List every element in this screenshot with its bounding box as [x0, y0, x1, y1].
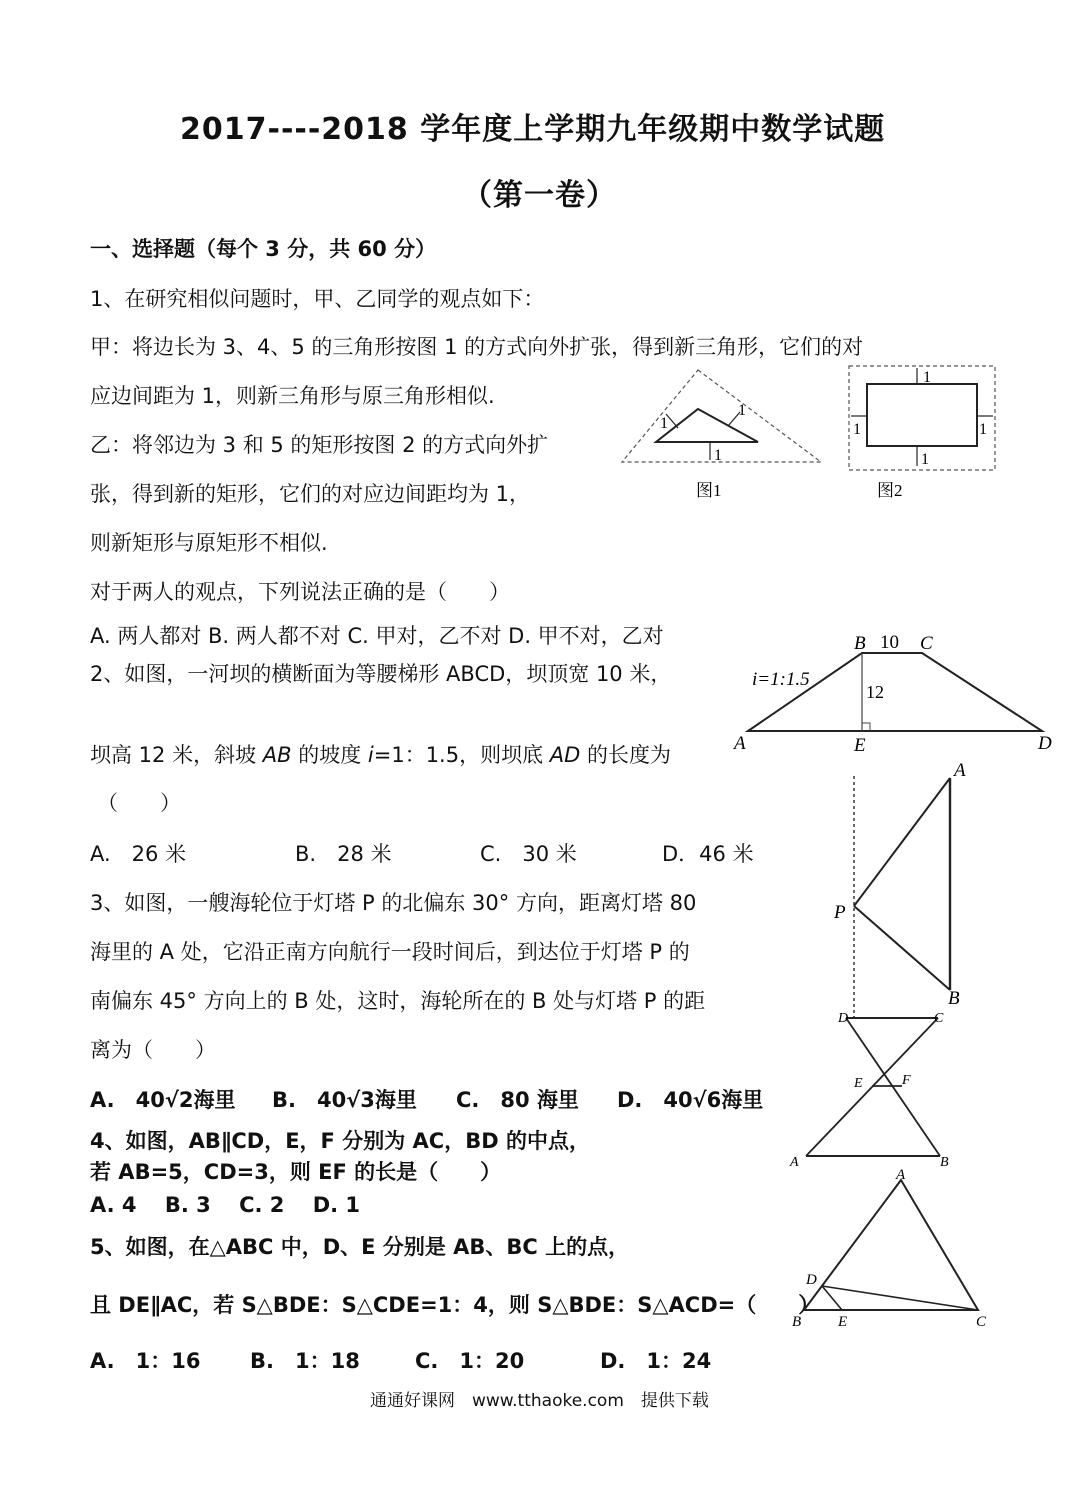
q3-line3: 南偏东 45° 方向上的 B 处，这时，海轮所在的 B 处与灯塔 P 的距 [90, 989, 706, 1013]
q3-label-B: B [948, 988, 960, 1009]
q2-text: 的坡度 [291, 743, 368, 767]
q2-option-d: D．46 米 [662, 842, 754, 866]
q2-label-top: 10 [880, 632, 899, 653]
section-heading: 一、选择题（每个 3 分，共 60 分） [90, 237, 437, 261]
q2-text: 的长度为 [580, 743, 671, 767]
q4-line1: 4、如图，AB∥CD，E，F 分别为 AC，BD 的中点， [90, 1129, 590, 1153]
q5-label-D: D [806, 1272, 817, 1288]
q3-figure [828, 758, 978, 1020]
fig1-label-right: 1 [738, 402, 746, 419]
q1-yi-line1: 乙：将邻边为 3 和 5 的矩形按图 2 的方式向外扩 [90, 433, 549, 457]
q2-label-height: 12 [866, 682, 884, 702]
q1-figure-2 [845, 362, 1000, 502]
q4-label-E: E [854, 1076, 863, 1091]
q3-label-P: P [834, 902, 846, 923]
q1-jia-line1: 甲：将边长为 3、4、5 的三角形按图 1 的方式向外扩张，得到新三角形，它们的对 [90, 335, 864, 359]
q2-label-slope: i=1:1.5 [752, 669, 810, 690]
q4-line2: 若 AB=5，CD=3，则 EF 的长是（ ） [90, 1160, 502, 1184]
q1-stem: 1、在研究相似问题时，甲、乙同学的观点如下： [90, 287, 545, 311]
q2-label-A: A [734, 733, 746, 754]
q2-paren: （ ） [97, 791, 181, 815]
q2-option-c: C. 30 米 [480, 842, 577, 866]
q4-figure [786, 1006, 956, 1172]
q2-text: =1：1.5，则坝底 [373, 743, 550, 767]
q2-i: i [367, 743, 374, 767]
q2-line1: 2、如图，一河坝的横断面为等腰梯形 ABCD，坝顶宽 10 米， [90, 662, 672, 686]
fig2-caption: 图2 [877, 481, 903, 500]
fig2-label-bottom: 1 [921, 451, 929, 468]
fig1-caption: 图1 [696, 481, 722, 500]
q4-options: A. 4 B. 3 C. 2 D. 1 [90, 1193, 361, 1217]
fig2-label-top: 1 [923, 369, 931, 386]
q2-option-b: B. 28 米 [295, 842, 392, 866]
q4-label-D: D [838, 1011, 849, 1026]
q5-label-B: B [792, 1314, 802, 1330]
q4-label-F: F [902, 1073, 911, 1088]
q2-label-B: B [854, 633, 866, 654]
q1-yi-line3: 则新矩形与原矩形不相似. [90, 531, 328, 555]
q4-label-C: C [934, 1011, 944, 1026]
q1-jia-line2: 应边间距为 1，则新三角形与原三角形相似. [90, 384, 495, 408]
footer-text: 通通好课网 www.tthaoke.com 提供下载 [370, 1391, 709, 1411]
q3-label-A: A [954, 760, 966, 781]
fig1-label-left: 1 [660, 415, 668, 432]
q5-figure [786, 1164, 996, 1334]
q1-question: 对于两人的观点，下列说法正确的是（ ） [90, 580, 510, 604]
q5-option-b: B. 1：18 [250, 1349, 360, 1373]
q5-label-A: A [896, 1167, 906, 1183]
q3-line2: 海里的 A 处，它沿正南方向航行一段时间后，到达位于灯塔 P 的 [90, 940, 690, 964]
q1-options: A. 两人都对 B. 两人都不对 C. 甲对，乙不对 D. 甲不对，乙对 [90, 624, 664, 648]
q1-figure-1 [618, 362, 828, 502]
q2-ab: AB [262, 743, 292, 767]
q2-label-E: E [854, 735, 866, 755]
page-title: 2017----2018 学年度上学期九年级期中数学试题 [180, 112, 886, 147]
q3-option-c: C. 80 海里 [456, 1088, 579, 1112]
q2-label-C: C [920, 633, 933, 654]
q4-label-A: A [790, 1155, 799, 1170]
q2-label-D: D [1038, 733, 1052, 754]
q3-option-a: A. 40√2海里 [90, 1088, 236, 1112]
q5-label-E: E [838, 1314, 848, 1330]
fig2-label-right: 1 [979, 421, 987, 438]
q5-option-a: A. 1：16 [90, 1349, 201, 1373]
q2-option-a: A. 26 米 [90, 842, 187, 866]
fig2-label-left: 1 [853, 421, 861, 438]
q5-line1: 5、如图，在△ABC 中，D、E 分别是 AB、BC 上的点， [90, 1235, 630, 1259]
q2-figure [730, 625, 1060, 755]
q2-line2 [90, 739, 671, 769]
q3-option-d: D. 40√6海里 [617, 1088, 764, 1112]
q3-option-b: B. 40√3海里 [272, 1088, 417, 1112]
q2-ad: AD [549, 743, 581, 767]
q5-line2: 且 DE∥AC，若 S△BDE：S△CDE=1：4，则 S△BDE：S△ACD=（ ） [90, 1293, 820, 1317]
q4-label-B: B [940, 1155, 949, 1170]
q2-text: 坝高 12 米，斜坡 [90, 743, 263, 767]
q3-line1: 3、如图，一艘海轮位于灯塔 P 的北偏东 30° 方向，距离灯塔 80 [90, 891, 697, 915]
q5-option-c: C. 1：20 [415, 1349, 525, 1373]
page-subtitle: （第一卷） [462, 178, 617, 213]
q5-label-C: C [976, 1314, 987, 1330]
q5-option-d: D. 1：24 [600, 1349, 712, 1373]
q1-yi-line2: 张，得到新的矩形，它们的对应边间距均为 1， [90, 482, 531, 506]
q3-line4: 离为（ ） [90, 1038, 216, 1062]
fig1-label-bottom: 1 [714, 447, 722, 464]
